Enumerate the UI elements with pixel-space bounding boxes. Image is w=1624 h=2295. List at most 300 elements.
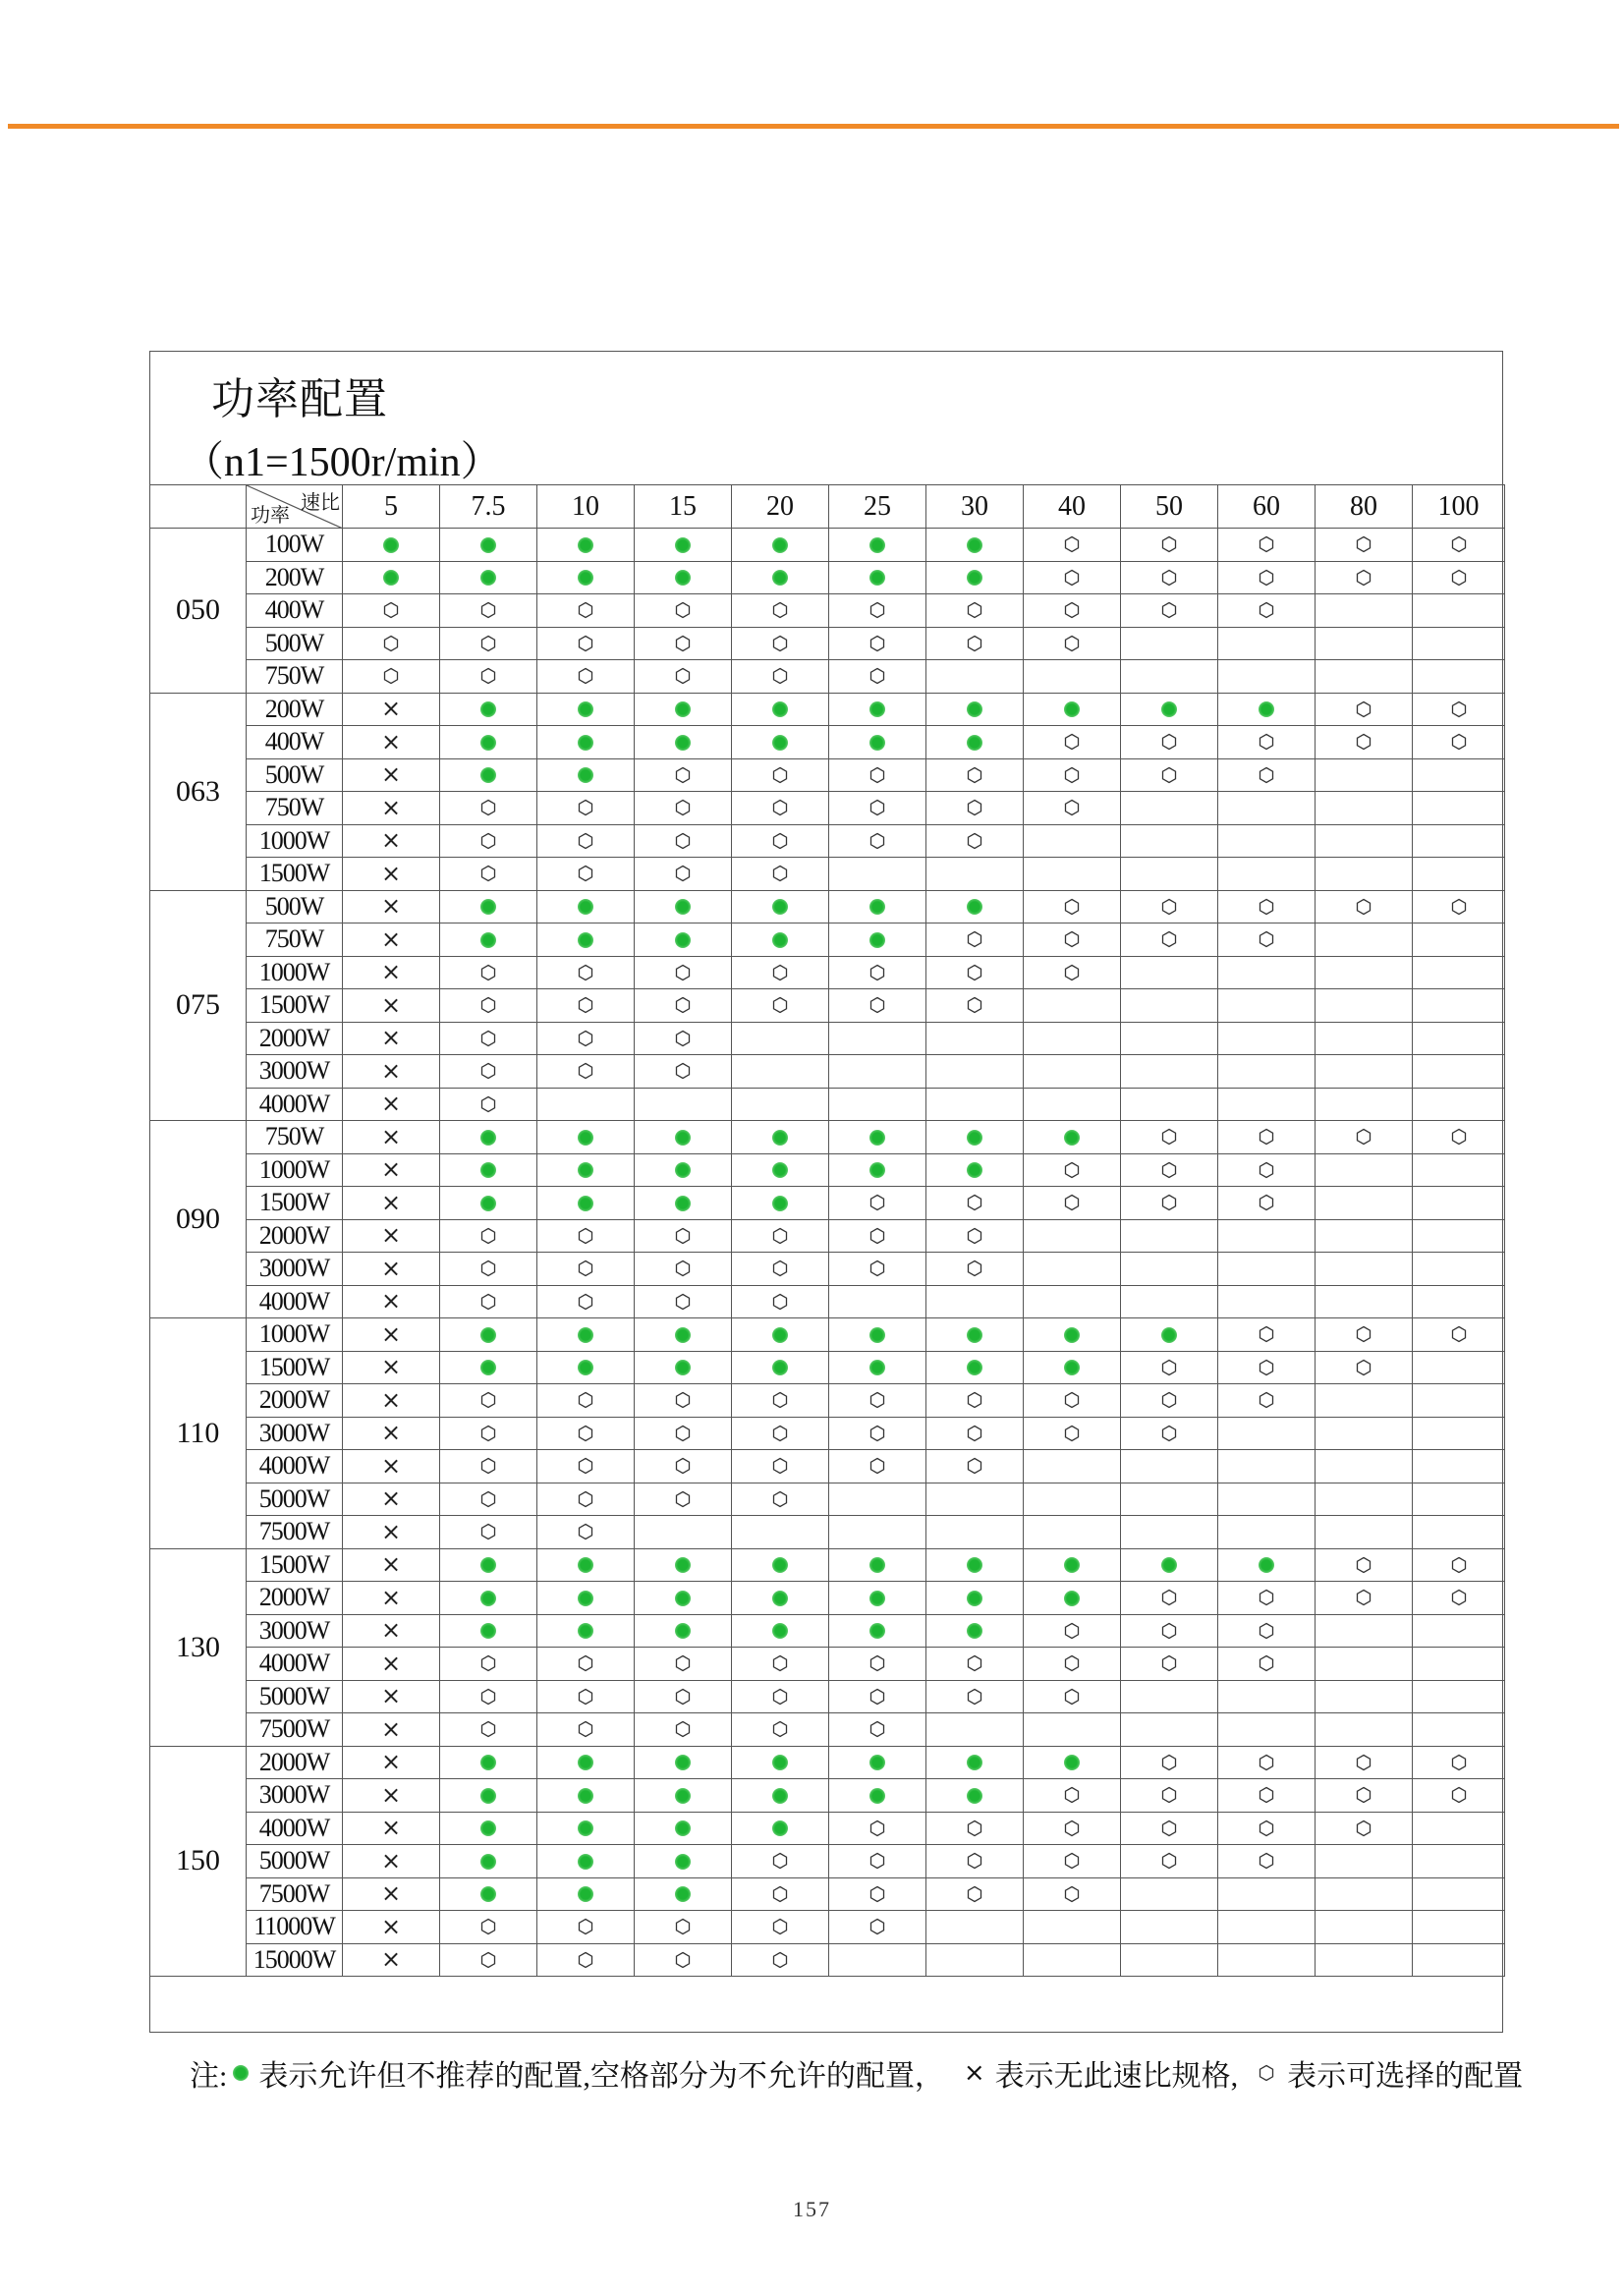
power-cell: 500W — [247, 627, 343, 660]
hexagon-icon — [674, 1457, 692, 1475]
config-cell-not-recommended — [635, 693, 732, 726]
config-cell-selectable — [635, 660, 732, 694]
hexagon-icon — [868, 1819, 886, 1837]
config-cell-not-recommended — [829, 726, 926, 759]
green-dot-icon — [578, 1130, 593, 1146]
power-cell: 100W — [247, 529, 343, 562]
hexagon-icon — [577, 1654, 594, 1672]
hexagon-icon — [1063, 898, 1081, 916]
config-cell-not-allowed — [1413, 1253, 1505, 1286]
config-cell-not-allowed — [1413, 956, 1505, 989]
config-cell-selectable — [1218, 1746, 1316, 1779]
config-cell-selectable — [1121, 924, 1218, 957]
config-cell-not-allowed — [1316, 1648, 1413, 1681]
config-cell-selectable — [440, 1088, 537, 1121]
hexagon-icon — [577, 799, 594, 816]
config-cell-not-recommended — [537, 758, 635, 792]
config-cell-no-ratio — [343, 1285, 440, 1318]
config-cell-not-recommended — [926, 1614, 1024, 1648]
config-cell-not-allowed — [1121, 1055, 1218, 1089]
config-cell-selectable — [343, 627, 440, 660]
hexagon-icon — [674, 1030, 692, 1047]
green-dot-icon — [578, 1591, 593, 1606]
config-cell-not-allowed — [1316, 989, 1413, 1023]
config-cell-not-allowed — [1316, 627, 1413, 660]
hexagon-icon — [868, 996, 886, 1014]
config-cell-selectable — [537, 1713, 635, 1747]
green-dot-icon — [675, 899, 691, 915]
config-cell-not-recommended — [635, 1548, 732, 1582]
config-cell-no-ratio — [343, 1648, 440, 1681]
hexagon-icon — [382, 601, 400, 619]
config-cell-selectable — [635, 1022, 732, 1055]
config-cell-selectable — [829, 1187, 926, 1220]
table-row — [150, 1516, 1505, 1549]
config-cell-selectable — [635, 1219, 732, 1253]
green-dot-icon — [480, 1788, 496, 1804]
config-cell-selectable — [1121, 726, 1218, 759]
config-cell-not-allowed — [1218, 627, 1316, 660]
cross-icon: × — [380, 1319, 402, 1348]
hexagon-icon — [674, 1391, 692, 1409]
config-cell-not-allowed — [1024, 858, 1121, 891]
config-cell-selectable — [440, 858, 537, 891]
table-row — [150, 1450, 1505, 1483]
power-cell: 1500W — [247, 1351, 343, 1384]
hexagon-icon — [1258, 569, 1275, 587]
green-dot-icon — [578, 1327, 593, 1343]
config-cell-not-allowed — [1413, 1483, 1505, 1516]
green-dot-icon — [772, 1755, 788, 1770]
hexagon-icon — [771, 1259, 789, 1277]
config-cell-selectable — [537, 594, 635, 628]
green-dot-icon — [967, 1327, 982, 1343]
hexagon-icon — [1258, 535, 1275, 553]
power-cell: 2000W — [247, 1219, 343, 1253]
config-cell-selectable — [440, 1384, 537, 1418]
config-cell-not-allowed — [1413, 1713, 1505, 1747]
cross-icon: × — [380, 1780, 402, 1809]
hexagon-icon — [1355, 535, 1372, 553]
hexagon-icon — [1355, 1819, 1372, 1837]
config-cell-selectable — [1218, 1351, 1316, 1384]
config-cell-not-recommended — [440, 726, 537, 759]
config-cell-selectable — [829, 1845, 926, 1878]
green-dot-icon — [578, 932, 593, 948]
hexagon-icon — [1063, 635, 1081, 652]
green-dot-icon — [1064, 1591, 1080, 1606]
config-cell-selectable — [732, 1253, 829, 1286]
config-cell-selectable — [829, 1219, 926, 1253]
config-cell-selectable — [732, 758, 829, 792]
hexagon-icon — [1063, 1688, 1081, 1706]
config-cell-selectable — [1121, 1746, 1218, 1779]
config-cell-selectable — [926, 1845, 1024, 1878]
config-cell-selectable — [1316, 726, 1413, 759]
input-speed-subtitle: （n1=1500r/min） — [183, 440, 502, 485]
config-cell-no-ratio — [343, 1417, 440, 1450]
config-cell-selectable — [732, 1911, 829, 1944]
config-cell-selectable — [440, 1417, 537, 1450]
config-cell-not-allowed — [1413, 1680, 1505, 1713]
config-cell-selectable — [1218, 1121, 1316, 1154]
hexagon-icon — [1063, 1391, 1081, 1409]
cross-icon: × — [380, 1090, 402, 1118]
green-dot-icon — [480, 767, 496, 783]
hexagon-icon — [771, 635, 789, 652]
config-cell-selectable — [1413, 529, 1505, 562]
config-cell-not-recommended — [732, 1746, 829, 1779]
hexagon-icon — [479, 865, 497, 882]
config-cell-selectable — [732, 1845, 829, 1878]
config-cell-not-allowed — [1024, 1483, 1121, 1516]
green-dot-icon — [1064, 1327, 1080, 1343]
config-cell-selectable — [926, 1253, 1024, 1286]
green-dot-icon — [578, 1854, 593, 1870]
table-row — [150, 1548, 1505, 1582]
config-cell-selectable — [537, 1219, 635, 1253]
hexagon-icon — [1063, 1622, 1081, 1640]
hexagon-icon — [1355, 1754, 1372, 1771]
config-cell-not-recommended — [926, 529, 1024, 562]
green-dot-icon — [480, 701, 496, 717]
config-cell-selectable — [1024, 956, 1121, 989]
config-cell-not-recommended — [440, 1187, 537, 1220]
hexagon-icon — [674, 766, 692, 784]
config-cell-not-allowed — [1316, 858, 1413, 891]
table-row — [150, 1582, 1505, 1615]
power-cell: 3000W — [247, 1417, 343, 1450]
config-cell-selectable — [829, 660, 926, 694]
config-cell-selectable — [635, 1713, 732, 1747]
config-cell-selectable — [537, 1022, 635, 1055]
config-cell-not-allowed — [926, 1516, 1024, 1549]
green-dot-icon — [578, 1886, 593, 1902]
hexagon-icon — [1063, 1852, 1081, 1870]
config-cell-selectable — [1024, 1417, 1121, 1450]
config-cell-not-allowed — [1316, 1285, 1413, 1318]
power-cell: 200W — [247, 561, 343, 594]
hexagon-icon — [1355, 1589, 1372, 1606]
config-cell-not-allowed — [1121, 792, 1218, 825]
green-dot-icon — [772, 1196, 788, 1211]
config-cell-selectable — [1024, 758, 1121, 792]
config-cell-selectable — [1413, 1779, 1505, 1813]
config-cell-not-recommended — [829, 1614, 926, 1648]
model-cell: 110 — [150, 1318, 247, 1549]
config-cell-no-ratio — [343, 726, 440, 759]
config-cell-selectable — [1218, 726, 1316, 759]
config-cell-not-recommended — [635, 1877, 732, 1911]
config-cell-selectable — [1218, 924, 1316, 957]
config-cell-not-recommended — [440, 1153, 537, 1187]
config-cell-not-recommended — [440, 1318, 537, 1352]
config-cell-selectable — [635, 594, 732, 628]
hexagon-icon — [1355, 898, 1372, 916]
hexagon-icon — [1258, 1161, 1275, 1179]
header-accent-rule — [8, 124, 1619, 129]
config-cell-selectable — [1316, 890, 1413, 924]
table-row — [150, 1055, 1505, 1089]
config-cell-no-ratio — [343, 1516, 440, 1549]
hexagon-icon — [577, 1720, 594, 1738]
config-cell-not-recommended — [635, 1121, 732, 1154]
cross-icon: × — [380, 1748, 402, 1776]
config-cell-selectable — [440, 1648, 537, 1681]
hexagon-icon — [966, 1819, 983, 1837]
table-row — [150, 924, 1505, 957]
green-dot-icon — [480, 1886, 496, 1902]
hexagon-icon — [1355, 569, 1372, 587]
green-dot-icon — [578, 735, 593, 751]
config-cell-selectable — [926, 989, 1024, 1023]
config-cell-not-allowed — [1121, 1022, 1218, 1055]
cross-icon: × — [380, 859, 402, 887]
green-dot-icon — [675, 1591, 691, 1606]
table-row — [150, 726, 1505, 759]
config-cell-not-allowed — [1121, 1877, 1218, 1911]
config-cell-selectable — [829, 989, 926, 1023]
cross-icon: × — [380, 990, 402, 1019]
power-cell: 5000W — [247, 1680, 343, 1713]
config-cell-selectable — [829, 1648, 926, 1681]
green-dot-icon — [869, 570, 885, 586]
green-dot-icon — [480, 1327, 496, 1343]
config-cell-selectable — [732, 792, 829, 825]
config-cell-not-allowed — [1121, 627, 1218, 660]
config-cell-not-recommended — [440, 1614, 537, 1648]
green-dot-icon — [578, 899, 593, 915]
config-cell-not-allowed — [1413, 824, 1505, 858]
green-dot-icon — [480, 1623, 496, 1639]
hexagon-icon — [966, 1391, 983, 1409]
config-cell-selectable — [635, 824, 732, 858]
green-dot-icon — [967, 1623, 982, 1639]
config-cell-selectable — [732, 989, 829, 1023]
config-cell-selectable — [1121, 1614, 1218, 1648]
green-dot-icon — [967, 1591, 982, 1606]
config-cell-not-recommended — [829, 1779, 926, 1813]
config-cell-no-ratio — [343, 1483, 440, 1516]
table-row — [150, 529, 1505, 562]
config-cell-not-recommended — [537, 561, 635, 594]
green-dot-icon — [869, 735, 885, 751]
hexagon-icon — [674, 832, 692, 850]
config-cell-selectable — [537, 1253, 635, 1286]
config-cell-selectable — [635, 858, 732, 891]
config-cell-not-recommended — [537, 1187, 635, 1220]
config-cell-selectable — [537, 1055, 635, 1089]
power-cell: 400W — [247, 726, 343, 759]
hexagon-icon — [771, 964, 789, 981]
hexagon-icon — [771, 1457, 789, 1475]
config-cell-selectable — [829, 1417, 926, 1450]
config-cell-not-allowed — [1024, 1088, 1121, 1121]
green-dot-icon — [675, 1557, 691, 1573]
config-cell-no-ratio — [343, 1153, 440, 1187]
config-cell-not-recommended — [635, 1779, 732, 1813]
config-cell-selectable — [440, 1055, 537, 1089]
config-cell-selectable — [1316, 1318, 1413, 1352]
config-cell-not-recommended — [1024, 1548, 1121, 1582]
config-cell-not-recommended — [829, 1351, 926, 1384]
config-cell-not-recommended — [440, 890, 537, 924]
config-cell-not-recommended — [635, 561, 732, 594]
hexagon-icon — [1450, 1786, 1468, 1804]
green-dot-icon — [772, 932, 788, 948]
config-cell-selectable — [1218, 1845, 1316, 1878]
config-cell-selectable — [732, 660, 829, 694]
config-cell-selectable — [1121, 758, 1218, 792]
hexagon-icon — [674, 1293, 692, 1311]
config-cell-not-allowed — [829, 1285, 926, 1318]
cross-icon: × — [380, 1451, 402, 1480]
hexagon-icon — [1258, 1359, 1275, 1376]
hexagon-icon — [771, 766, 789, 784]
hexagon-icon — [479, 1720, 497, 1738]
green-dot-icon — [1161, 1557, 1177, 1573]
config-cell-selectable — [1121, 1153, 1218, 1187]
hexagon-icon — [1450, 1556, 1468, 1574]
config-cell-not-recommended — [537, 1812, 635, 1845]
config-cell-not-allowed — [926, 1285, 1024, 1318]
cross-icon: × — [380, 1024, 402, 1052]
config-cell-not-allowed — [1024, 1219, 1121, 1253]
table-row — [150, 1022, 1505, 1055]
config-cell-not-recommended — [829, 1318, 926, 1352]
config-cell-not-allowed — [829, 1088, 926, 1121]
hexagon-icon — [1160, 601, 1178, 619]
config-cell-selectable — [926, 1450, 1024, 1483]
config-cell-selectable — [1218, 758, 1316, 792]
hexagon-icon — [674, 635, 692, 652]
config-cell-not-recommended — [926, 890, 1024, 924]
green-dot-icon — [675, 1820, 691, 1836]
config-cell-selectable — [829, 956, 926, 989]
config-cell-not-recommended — [537, 1121, 635, 1154]
config-cell-no-ratio — [343, 1943, 440, 1977]
config-cell-selectable — [1316, 1779, 1413, 1813]
hexagon-icon — [674, 1227, 692, 1245]
hexagon-icon — [1450, 1128, 1468, 1146]
green-dot-icon — [967, 537, 982, 553]
config-cell-selectable — [1316, 529, 1413, 562]
config-cell-selectable — [732, 1943, 829, 1977]
hexagon-icon — [966, 930, 983, 948]
config-cell-no-ratio — [343, 693, 440, 726]
config-cell-not-allowed — [829, 1516, 926, 1549]
config-cell-not-allowed — [537, 1088, 635, 1121]
config-cell-not-allowed — [1413, 1088, 1505, 1121]
config-cell-not-recommended — [635, 1318, 732, 1352]
power-cell: 1000W — [247, 956, 343, 989]
config-cell-no-ratio — [343, 1812, 440, 1845]
green-dot-icon — [967, 701, 982, 717]
hexagon-icon — [868, 1688, 886, 1706]
config-cell-selectable — [440, 956, 537, 989]
config-cell-no-ratio — [343, 858, 440, 891]
hexagon-icon — [577, 1918, 594, 1935]
config-cell-not-allowed — [1316, 1384, 1413, 1418]
config-cell-selectable — [1218, 1648, 1316, 1681]
power-config-table — [149, 484, 1505, 1977]
config-cell-not-allowed — [829, 1483, 926, 1516]
cross-icon: × — [380, 760, 402, 789]
power-cell: 1500W — [247, 989, 343, 1023]
config-cell-not-allowed — [1218, 989, 1316, 1023]
config-cell-not-allowed — [926, 1483, 1024, 1516]
config-cell-not-allowed — [926, 1911, 1024, 1944]
power-cell: 750W — [247, 1121, 343, 1154]
config-cell-not-allowed — [1316, 1055, 1413, 1089]
config-cell-not-allowed — [1316, 956, 1413, 989]
green-dot-icon — [675, 1196, 691, 1211]
config-cell-not-allowed — [829, 858, 926, 891]
power-cell: 750W — [247, 924, 343, 957]
cross-icon: × — [380, 1419, 402, 1447]
config-cell-no-ratio — [343, 1022, 440, 1055]
config-cell-selectable — [732, 1417, 829, 1450]
config-cell-not-recommended — [635, 1746, 732, 1779]
config-cell-no-ratio — [343, 1450, 440, 1483]
table-row — [150, 989, 1505, 1023]
table-row — [150, 1318, 1505, 1352]
cross-icon: × — [963, 2058, 985, 2088]
config-cell-not-recommended — [635, 1812, 732, 1845]
config-cell-no-ratio — [343, 1121, 440, 1154]
config-cell-selectable — [829, 1450, 926, 1483]
hexagon-icon — [1450, 1754, 1468, 1771]
green-dot-icon — [1064, 1130, 1080, 1146]
config-cell-not-recommended — [1218, 693, 1316, 726]
power-cell: 2000W — [247, 1022, 343, 1055]
config-cell-not-allowed — [1413, 594, 1505, 628]
green-dot-icon — [1064, 1557, 1080, 1573]
hexagon-icon — [1063, 1819, 1081, 1837]
hexagon-icon — [1160, 1161, 1178, 1179]
hexagon-icon — [868, 1885, 886, 1903]
hexagon-icon — [479, 832, 497, 850]
cross-icon: × — [380, 1649, 402, 1677]
hexagon-icon — [1355, 1325, 1372, 1343]
green-dot-icon — [869, 537, 885, 553]
config-cell-not-allowed — [926, 1943, 1024, 1977]
config-cell-no-ratio — [343, 1253, 440, 1286]
config-cell-selectable — [829, 792, 926, 825]
config-cell-no-ratio — [343, 1746, 440, 1779]
config-cell-not-allowed — [1413, 989, 1505, 1023]
hexagon-icon — [479, 799, 497, 816]
green-dot-icon — [772, 1557, 788, 1573]
config-cell-not-allowed — [1316, 1614, 1413, 1648]
config-cell-selectable — [732, 627, 829, 660]
green-dot-icon — [1259, 701, 1274, 717]
green-dot-icon — [1064, 701, 1080, 717]
power-cell: 1500W — [247, 1548, 343, 1582]
config-cell-selectable — [926, 1812, 1024, 1845]
config-cell-selectable — [1413, 1318, 1505, 1352]
config-cell-not-allowed — [1413, 1812, 1505, 1845]
config-cell-not-allowed — [1413, 792, 1505, 825]
config-cell-not-allowed — [1218, 858, 1316, 891]
green-dot-icon — [967, 735, 982, 751]
hexagon-icon — [577, 1227, 594, 1245]
config-cell-not-allowed — [1121, 989, 1218, 1023]
hexagon-icon — [577, 1457, 594, 1475]
config-cell-selectable — [440, 1713, 537, 1747]
config-cell-not-recommended — [926, 561, 1024, 594]
config-cell-not-allowed — [1316, 924, 1413, 957]
